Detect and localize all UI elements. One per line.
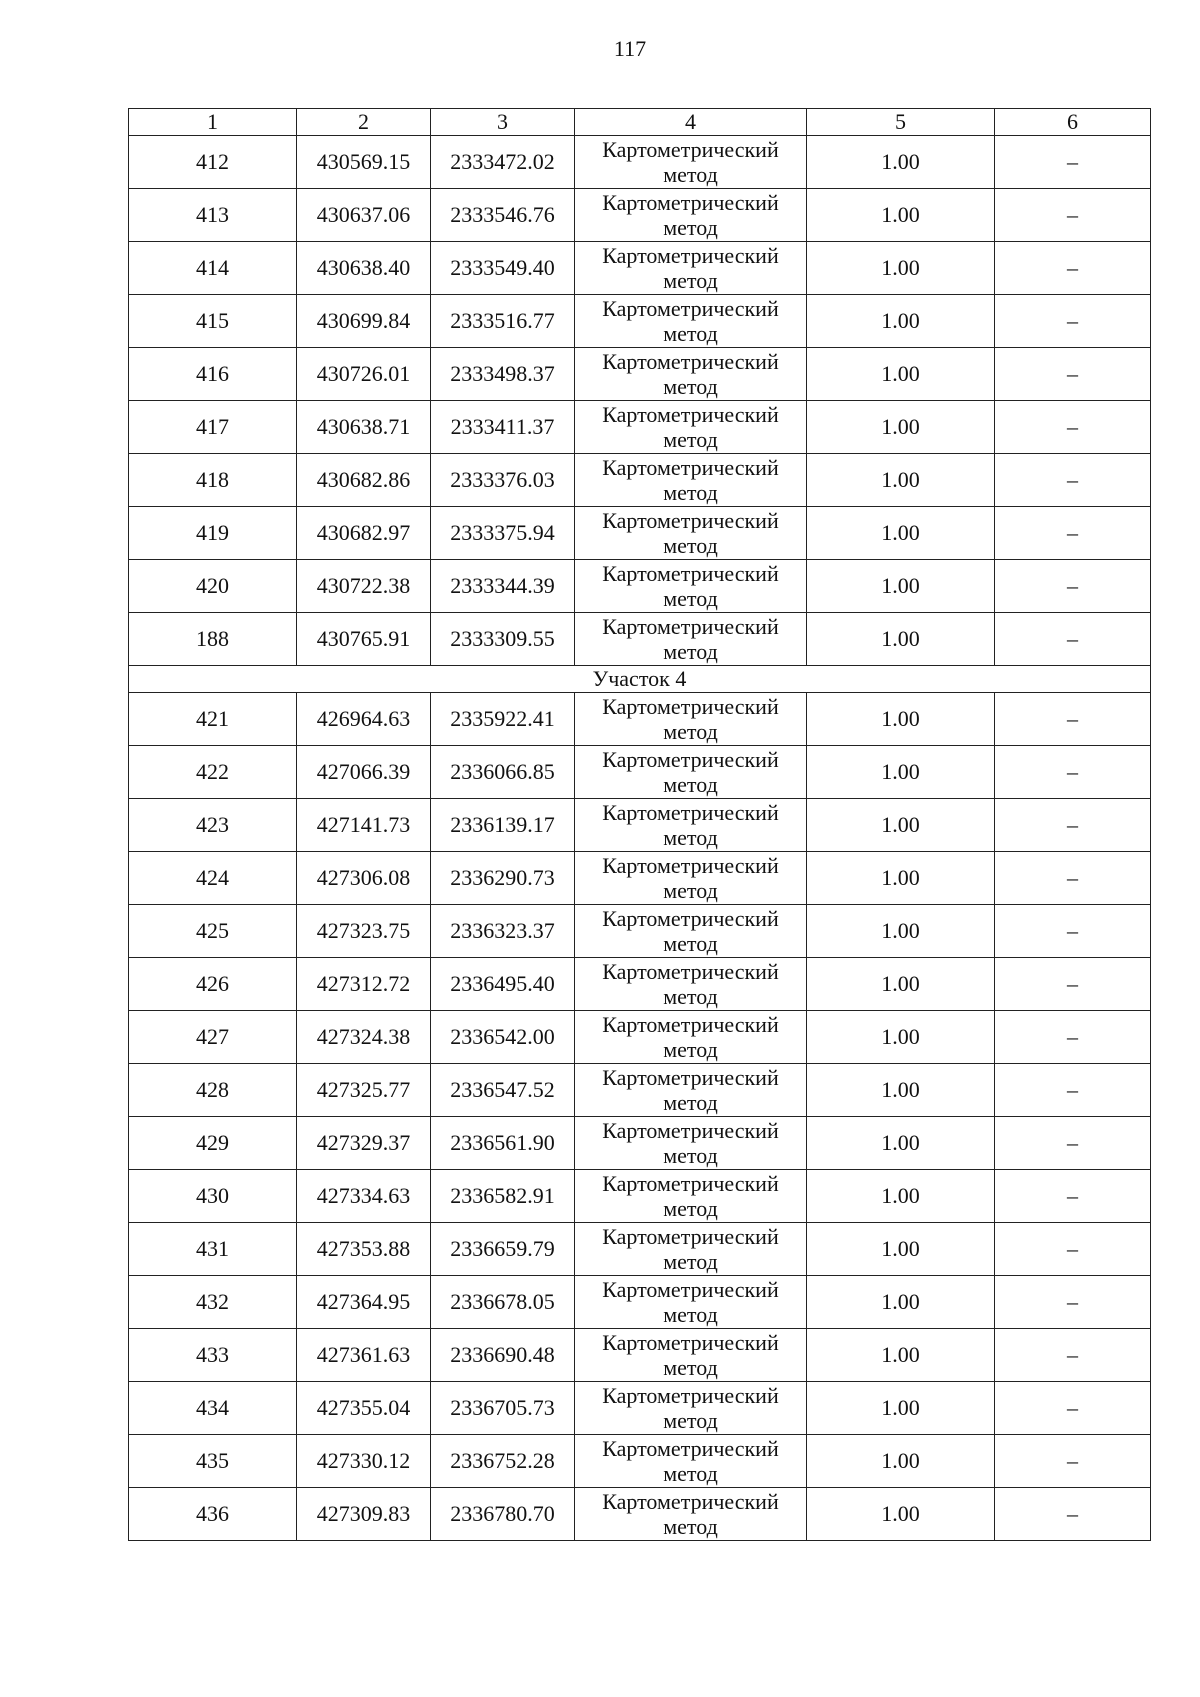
method-cell	[575, 189, 807, 242]
accuracy-cell: 1.00	[807, 507, 995, 560]
method-cell	[575, 958, 807, 1011]
table-row	[129, 401, 1151, 454]
point-number-cell: 424	[129, 852, 297, 905]
x-coordinate-cell: 430682.97	[297, 507, 431, 560]
column-header-5: 5	[807, 109, 995, 136]
method-text-line: Картометрический	[602, 243, 779, 268]
y-coordinate-cell: 2333546.76	[431, 189, 575, 242]
y-coordinate-cell: 2336066.85	[431, 746, 575, 799]
method-cell	[575, 1117, 807, 1170]
table-header-row	[129, 109, 1151, 136]
y-coordinate-cell: 2336705.73	[431, 1382, 575, 1435]
accuracy-cell: 1.00	[807, 1435, 995, 1488]
accuracy-cell: 1.00	[807, 958, 995, 1011]
x-coordinate-cell: 426964.63	[297, 693, 431, 746]
x-coordinate-cell: 427334.63	[297, 1170, 431, 1223]
x-coordinate-cell: 427066.39	[297, 746, 431, 799]
point-number-cell: 414	[129, 242, 297, 295]
x-coordinate-cell: 430765.91	[297, 613, 431, 666]
y-coordinate-cell: 2335922.41	[431, 693, 575, 746]
x-coordinate-cell: 427141.73	[297, 799, 431, 852]
y-coordinate-cell: 2336323.37	[431, 905, 575, 958]
note-cell: –	[995, 1435, 1151, 1488]
method-text-line: Картометрический	[602, 1118, 779, 1143]
method-text-line: Картометрический	[602, 1277, 779, 1302]
table-body-after-section	[129, 693, 1151, 1541]
table-row	[129, 693, 1151, 746]
accuracy-cell: 1.00	[807, 852, 995, 905]
method-cell	[575, 507, 807, 560]
note-cell: –	[995, 1223, 1151, 1276]
note-cell: –	[995, 613, 1151, 666]
method-cell	[575, 1276, 807, 1329]
note-cell: –	[995, 693, 1151, 746]
method-cell	[575, 348, 807, 401]
y-coordinate-cell: 2336542.00	[431, 1011, 575, 1064]
accuracy-cell: 1.00	[807, 1329, 995, 1382]
method-text-line: метод	[663, 533, 718, 558]
method-text-line: Картометрический	[602, 1330, 779, 1355]
point-number-cell: 417	[129, 401, 297, 454]
point-number-cell: 420	[129, 560, 297, 613]
accuracy-cell: 1.00	[807, 1223, 995, 1276]
accuracy-cell: 1.00	[807, 1488, 995, 1541]
point-number-cell: 431	[129, 1223, 297, 1276]
accuracy-cell: 1.00	[807, 746, 995, 799]
column-header-3: 3	[431, 109, 575, 136]
y-coordinate-cell: 2333498.37	[431, 348, 575, 401]
method-text-line: Картометрический	[602, 959, 779, 984]
method-text-line: Картометрический	[602, 906, 779, 931]
point-number-cell: 425	[129, 905, 297, 958]
table-row	[129, 1435, 1151, 1488]
y-coordinate-cell: 2336752.28	[431, 1435, 575, 1488]
table-row	[129, 560, 1151, 613]
accuracy-cell: 1.00	[807, 348, 995, 401]
y-coordinate-cell: 2336678.05	[431, 1276, 575, 1329]
note-cell: –	[995, 958, 1151, 1011]
method-text-line: метод	[663, 480, 718, 505]
table-row	[129, 1117, 1151, 1170]
method-text-line: метод	[663, 931, 718, 956]
y-coordinate-cell: 2336495.40	[431, 958, 575, 1011]
y-coordinate-cell: 2333376.03	[431, 454, 575, 507]
y-coordinate-cell: 2336690.48	[431, 1329, 575, 1382]
column-header-6: 6	[995, 109, 1151, 136]
x-coordinate-cell: 427323.75	[297, 905, 431, 958]
table-row	[129, 507, 1151, 560]
note-cell: –	[995, 1276, 1151, 1329]
table-row	[129, 136, 1151, 189]
x-coordinate-cell: 427330.12	[297, 1435, 431, 1488]
method-text-line: метод	[663, 374, 718, 399]
table-row	[129, 746, 1151, 799]
table-row	[129, 1011, 1151, 1064]
accuracy-cell: 1.00	[807, 136, 995, 189]
y-coordinate-cell: 2336290.73	[431, 852, 575, 905]
point-number-cell: 427	[129, 1011, 297, 1064]
method-text-line: метод	[663, 1037, 718, 1062]
method-cell	[575, 746, 807, 799]
table-row	[129, 1276, 1151, 1329]
y-coordinate-cell: 2333375.94	[431, 507, 575, 560]
method-cell	[575, 1435, 807, 1488]
method-text-line: Картометрический	[602, 190, 779, 215]
table-row	[129, 454, 1151, 507]
method-cell	[575, 1329, 807, 1382]
point-number-cell: 418	[129, 454, 297, 507]
note-cell: –	[995, 1170, 1151, 1223]
section-title: Участок 4	[129, 666, 1151, 693]
method-text-line: Картометрический	[602, 1224, 779, 1249]
note-cell: –	[995, 1382, 1151, 1435]
method-cell	[575, 1011, 807, 1064]
point-number-cell: 429	[129, 1117, 297, 1170]
x-coordinate-cell: 427353.88	[297, 1223, 431, 1276]
x-coordinate-cell: 430638.71	[297, 401, 431, 454]
method-text-line: Картометрический	[602, 402, 779, 427]
table-row	[129, 1488, 1151, 1541]
table-row	[129, 189, 1151, 242]
accuracy-cell: 1.00	[807, 295, 995, 348]
method-cell	[575, 613, 807, 666]
method-cell	[575, 401, 807, 454]
method-cell	[575, 560, 807, 613]
y-coordinate-cell: 2336780.70	[431, 1488, 575, 1541]
accuracy-cell: 1.00	[807, 242, 995, 295]
method-text-line: метод	[663, 1196, 718, 1221]
x-coordinate-cell: 430682.86	[297, 454, 431, 507]
accuracy-cell: 1.00	[807, 1276, 995, 1329]
method-cell	[575, 799, 807, 852]
method-text-line: Картометрический	[602, 137, 779, 162]
method-text-line: Картометрический	[602, 853, 779, 878]
method-text-line: метод	[663, 1355, 718, 1380]
accuracy-cell: 1.00	[807, 560, 995, 613]
method-text-line: Картометрический	[602, 455, 779, 480]
method-cell	[575, 905, 807, 958]
point-number-cell: 423	[129, 799, 297, 852]
note-cell: –	[995, 1488, 1151, 1541]
note-cell: –	[995, 1329, 1151, 1382]
x-coordinate-cell: 427309.83	[297, 1488, 431, 1541]
x-coordinate-cell: 427355.04	[297, 1382, 431, 1435]
method-cell	[575, 1064, 807, 1117]
accuracy-cell: 1.00	[807, 799, 995, 852]
note-cell: –	[995, 1011, 1151, 1064]
page-number: 117	[613, 36, 647, 61]
note-cell: –	[995, 401, 1151, 454]
table-row	[129, 1064, 1151, 1117]
point-number-cell: 416	[129, 348, 297, 401]
note-cell: –	[995, 295, 1151, 348]
method-text-line: метод	[663, 1249, 718, 1274]
table-row	[129, 799, 1151, 852]
note-cell: –	[995, 852, 1151, 905]
method-cell	[575, 136, 807, 189]
accuracy-cell: 1.00	[807, 1011, 995, 1064]
y-coordinate-cell: 2333516.77	[431, 295, 575, 348]
x-coordinate-cell: 427329.37	[297, 1117, 431, 1170]
x-coordinate-cell: 430637.06	[297, 189, 431, 242]
point-number-cell: 422	[129, 746, 297, 799]
table-row	[129, 295, 1151, 348]
method-cell	[575, 1223, 807, 1276]
point-number-cell: 419	[129, 507, 297, 560]
note-cell: –	[995, 136, 1151, 189]
method-cell	[575, 1170, 807, 1223]
point-number-cell: 436	[129, 1488, 297, 1541]
method-text-line: метод	[663, 1461, 718, 1486]
y-coordinate-cell: 2336139.17	[431, 799, 575, 852]
method-cell	[575, 693, 807, 746]
method-text-line: метод	[663, 215, 718, 240]
x-coordinate-cell: 427306.08	[297, 852, 431, 905]
table-row	[129, 958, 1151, 1011]
method-text-line: метод	[663, 1302, 718, 1327]
accuracy-cell: 1.00	[807, 454, 995, 507]
method-text-line: Картометрический	[602, 1383, 779, 1408]
point-number-cell: 435	[129, 1435, 297, 1488]
y-coordinate-cell: 2333549.40	[431, 242, 575, 295]
method-cell	[575, 454, 807, 507]
column-header-1: 1	[129, 109, 297, 136]
method-text-line: метод	[663, 1090, 718, 1115]
point-number-cell: 415	[129, 295, 297, 348]
x-coordinate-cell: 427364.95	[297, 1276, 431, 1329]
accuracy-cell: 1.00	[807, 1382, 995, 1435]
method-text-line: Картометрический	[602, 1065, 779, 1090]
method-text-line: Картометрический	[602, 747, 779, 772]
section-row	[129, 666, 1151, 693]
x-coordinate-cell: 427324.38	[297, 1011, 431, 1064]
y-coordinate-cell: 2336659.79	[431, 1223, 575, 1276]
method-text-line: метод	[663, 162, 718, 187]
accuracy-cell: 1.00	[807, 1064, 995, 1117]
x-coordinate-cell: 427361.63	[297, 1329, 431, 1382]
note-cell: –	[995, 1064, 1151, 1117]
note-cell: –	[995, 242, 1151, 295]
method-text-line: Картометрический	[602, 561, 779, 586]
point-number-cell: 430	[129, 1170, 297, 1223]
y-coordinate-cell: 2333344.39	[431, 560, 575, 613]
x-coordinate-cell: 430638.40	[297, 242, 431, 295]
table-row	[129, 348, 1151, 401]
method-text-line: метод	[663, 984, 718, 1009]
method-text-line: метод	[663, 719, 718, 744]
method-text-line: метод	[663, 878, 718, 903]
y-coordinate-cell: 2336582.91	[431, 1170, 575, 1223]
point-number-cell: 413	[129, 189, 297, 242]
method-text-line: метод	[663, 427, 718, 452]
method-text-line: Картометрический	[602, 694, 779, 719]
note-cell: –	[995, 189, 1151, 242]
note-cell: –	[995, 454, 1151, 507]
point-number-cell: 421	[129, 693, 297, 746]
method-text-line: метод	[663, 1514, 718, 1539]
method-text-line: метод	[663, 1143, 718, 1168]
method-text-line: Картометрический	[602, 296, 779, 321]
point-number-cell: 188	[129, 613, 297, 666]
x-coordinate-cell: 427312.72	[297, 958, 431, 1011]
method-text-line: Картометрический	[602, 508, 779, 533]
point-number-cell: 433	[129, 1329, 297, 1382]
note-cell: –	[995, 348, 1151, 401]
method-cell	[575, 852, 807, 905]
table-row	[129, 905, 1151, 958]
table-row	[129, 1329, 1151, 1382]
note-cell: –	[995, 1117, 1151, 1170]
method-text-line: метод	[663, 586, 718, 611]
x-coordinate-cell: 427325.77	[297, 1064, 431, 1117]
table-body-before-section	[129, 136, 1151, 666]
accuracy-cell: 1.00	[807, 189, 995, 242]
column-header-4: 4	[575, 109, 807, 136]
point-number-cell: 426	[129, 958, 297, 1011]
accuracy-cell: 1.00	[807, 613, 995, 666]
y-coordinate-cell: 2333309.55	[431, 613, 575, 666]
accuracy-cell: 1.00	[807, 693, 995, 746]
note-cell: –	[995, 507, 1151, 560]
method-text-line: Картометрический	[602, 1489, 779, 1514]
accuracy-cell: 1.00	[807, 905, 995, 958]
coordinates-table	[128, 108, 1151, 1541]
method-text-line: Картометрический	[602, 1436, 779, 1461]
table-row	[129, 242, 1151, 295]
method-text-line: метод	[663, 1408, 718, 1433]
accuracy-cell: 1.00	[807, 1117, 995, 1170]
method-text-line: Картометрический	[602, 1171, 779, 1196]
point-number-cell: 412	[129, 136, 297, 189]
method-cell	[575, 1488, 807, 1541]
method-cell	[575, 1382, 807, 1435]
point-number-cell: 434	[129, 1382, 297, 1435]
table-row	[129, 1382, 1151, 1435]
point-number-cell: 428	[129, 1064, 297, 1117]
method-text-line: метод	[663, 268, 718, 293]
accuracy-cell: 1.00	[807, 401, 995, 454]
accuracy-cell: 1.00	[807, 1170, 995, 1223]
section-divider	[129, 666, 1151, 693]
column-header-2: 2	[297, 109, 431, 136]
point-number-cell: 432	[129, 1276, 297, 1329]
x-coordinate-cell: 430722.38	[297, 560, 431, 613]
table-row	[129, 852, 1151, 905]
method-text-line: Картометрический	[602, 614, 779, 639]
method-text-line: метод	[663, 772, 718, 797]
table-row	[129, 613, 1151, 666]
table-row	[129, 1170, 1151, 1223]
method-text-line: Картометрический	[602, 800, 779, 825]
method-text-line: Картометрический	[602, 349, 779, 374]
table-row	[129, 1223, 1151, 1276]
x-coordinate-cell: 430569.15	[297, 136, 431, 189]
y-coordinate-cell: 2333472.02	[431, 136, 575, 189]
method-text-line: метод	[663, 825, 718, 850]
method-cell	[575, 295, 807, 348]
x-coordinate-cell: 430726.01	[297, 348, 431, 401]
x-coordinate-cell: 430699.84	[297, 295, 431, 348]
y-coordinate-cell: 2336561.90	[431, 1117, 575, 1170]
method-text-line: метод	[663, 321, 718, 346]
note-cell: –	[995, 746, 1151, 799]
method-text-line: метод	[663, 639, 718, 664]
y-coordinate-cell: 2336547.52	[431, 1064, 575, 1117]
note-cell: –	[995, 799, 1151, 852]
method-cell	[575, 242, 807, 295]
y-coordinate-cell: 2333411.37	[431, 401, 575, 454]
method-text-line: Картометрический	[602, 1012, 779, 1037]
note-cell: –	[995, 905, 1151, 958]
note-cell: –	[995, 560, 1151, 613]
